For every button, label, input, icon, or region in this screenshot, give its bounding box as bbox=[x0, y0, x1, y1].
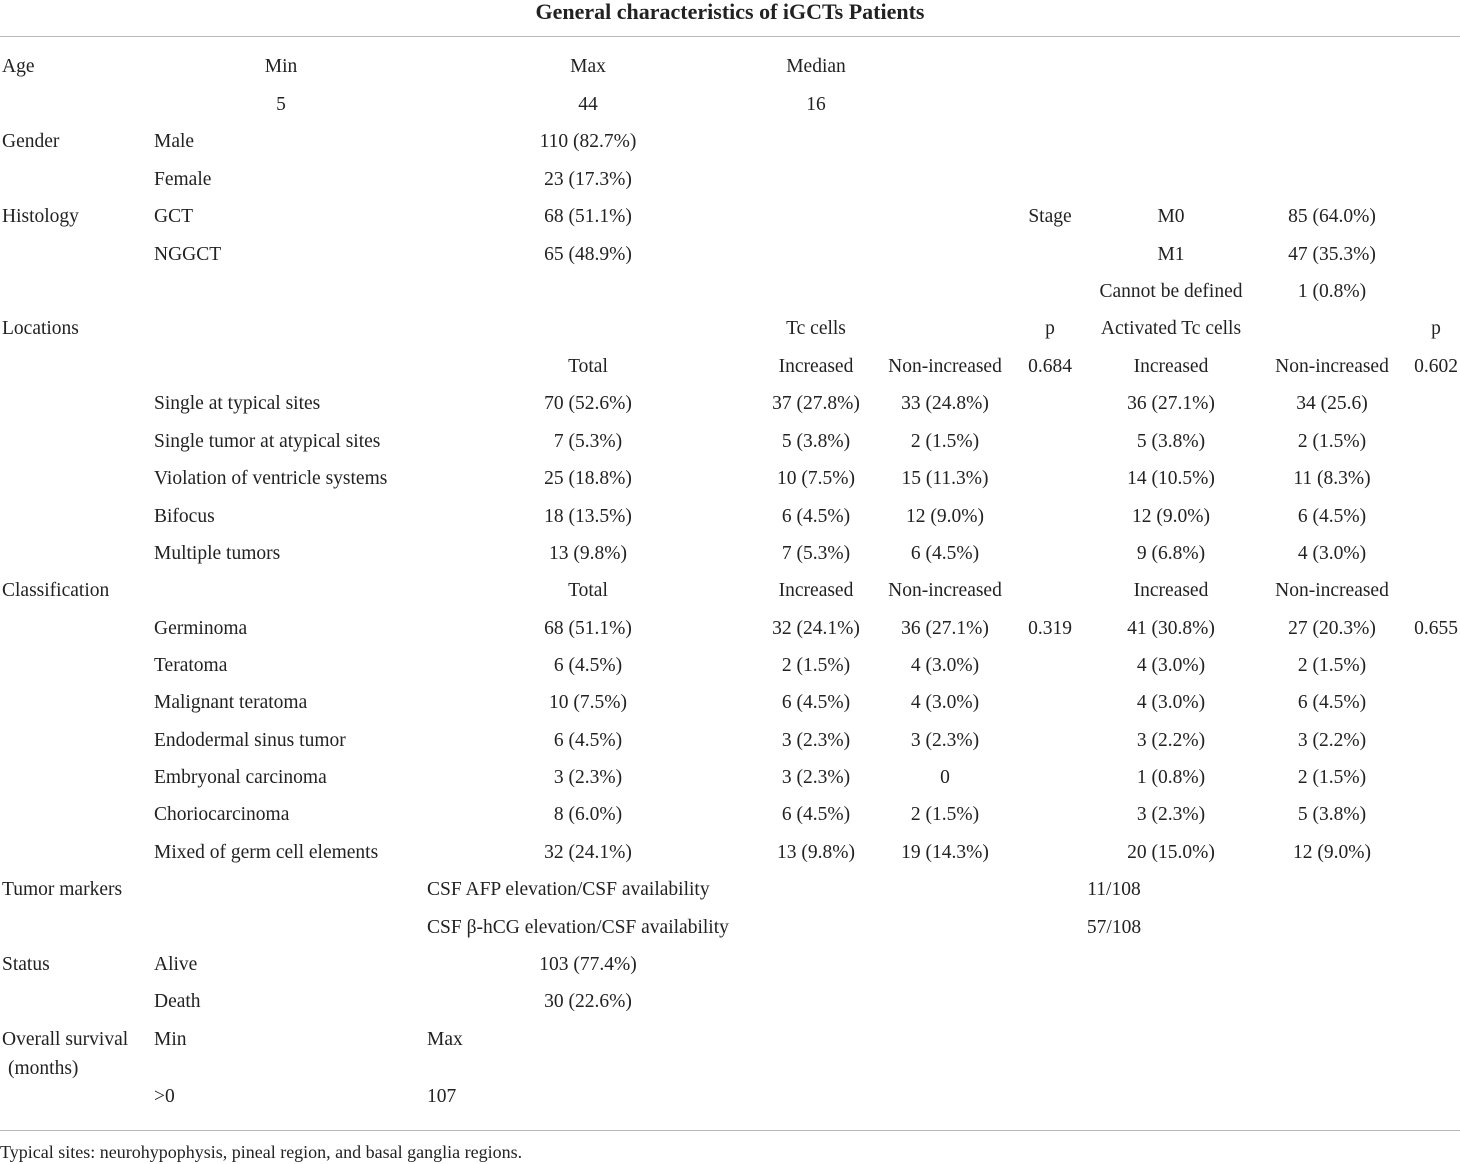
classification-row-tc-inc: 3 (2.3%) bbox=[781, 730, 851, 751]
location-row-tc-inc: 6 (4.5%) bbox=[781, 506, 851, 527]
classification-row-tc-non: 2 (1.5%) bbox=[910, 804, 980, 825]
bottom-rule bbox=[0, 1130, 1460, 1131]
location-row-tc-non: 6 (4.5%) bbox=[910, 543, 980, 564]
classification-row-tc-inc: 6 (4.5%) bbox=[781, 692, 851, 713]
classification-row-total: 6 (4.5%) bbox=[553, 655, 623, 676]
classification-row-total: 6 (4.5%) bbox=[553, 730, 623, 751]
p-header-tc: p bbox=[1045, 318, 1055, 339]
location-row-atc-non: 34 (25.6) bbox=[1296, 393, 1368, 414]
classification-row-atc-inc: 3 (2.2%) bbox=[1136, 730, 1206, 751]
status-death-label: Death bbox=[154, 991, 201, 1012]
classification-p-tc: 0.319 bbox=[1028, 618, 1072, 639]
top-rule bbox=[0, 36, 1460, 37]
survival-max-label: Max bbox=[427, 1029, 463, 1050]
location-row-name: Bifocus bbox=[154, 506, 215, 527]
classification-row-tc-inc: 3 (2.3%) bbox=[781, 767, 851, 788]
classification-row-total: 8 (6.0%) bbox=[553, 804, 623, 825]
classification-row-atc-non: 12 (9.0%) bbox=[1293, 842, 1371, 863]
gender-female-value: 23 (17.3%) bbox=[544, 169, 632, 190]
p-header-atc: p bbox=[1431, 318, 1441, 339]
classification-row-atc-non: 5 (3.8%) bbox=[1297, 804, 1367, 825]
classification-row-total: 32 (24.1%) bbox=[544, 842, 632, 863]
classification-increased-header: Increased bbox=[778, 580, 854, 601]
classification-row-atc-non: 27 (20.3%) bbox=[1288, 618, 1376, 639]
histology-label: Histology bbox=[2, 206, 79, 227]
classification-row-tc-non: 19 (14.3%) bbox=[901, 842, 989, 863]
location-row-name: Single at typical sites bbox=[154, 393, 321, 414]
classification-row-atc-non: 2 (1.5%) bbox=[1297, 655, 1367, 676]
stage-label: Stage bbox=[1028, 206, 1072, 227]
age-median-value: 16 bbox=[806, 94, 826, 115]
classification-row-name: Mixed of germ cell elements bbox=[154, 842, 379, 863]
stage-m1-value: 47 (35.3%) bbox=[1288, 244, 1376, 265]
classification-row-atc-inc: 4 (3.0%) bbox=[1136, 655, 1206, 676]
location-row-total: 25 (18.8%) bbox=[544, 468, 632, 489]
classification-row-tc-inc: 32 (24.1%) bbox=[772, 618, 860, 639]
location-row-total: 7 (5.3%) bbox=[553, 431, 623, 452]
locations-atc-nonincreased-header: Non-increased bbox=[1275, 356, 1389, 377]
age-label: Age bbox=[2, 56, 35, 77]
location-row-atc-inc: 14 (10.5%) bbox=[1127, 468, 1215, 489]
survival-min-label: Min bbox=[154, 1029, 187, 1050]
location-row-atc-non: 4 (3.0%) bbox=[1297, 543, 1367, 564]
classification-row-atc-inc: 3 (2.3%) bbox=[1136, 804, 1206, 825]
classification-row-tc-non: 4 (3.0%) bbox=[910, 692, 980, 713]
survival-label-line1: Overall survival bbox=[2, 1029, 129, 1050]
classification-row-name: Germinoma bbox=[154, 618, 248, 639]
location-row-atc-inc: 36 (27.1%) bbox=[1127, 393, 1215, 414]
classification-row-tc-non: 3 (2.3%) bbox=[910, 730, 980, 751]
location-row-atc-non: 11 (8.3%) bbox=[1293, 468, 1371, 489]
age-median-label: Median bbox=[786, 56, 846, 77]
location-row-tc-inc: 10 (7.5%) bbox=[777, 468, 855, 489]
location-row-name: Single tumor at atypical sites bbox=[154, 431, 381, 452]
classification-row-atc-inc: 41 (30.8%) bbox=[1127, 618, 1215, 639]
classification-label: Classification bbox=[2, 580, 110, 601]
classification-row-name: Malignant teratoma bbox=[154, 692, 308, 713]
stage-m0-label: M0 bbox=[1157, 206, 1185, 227]
classification-row-atc-inc: 1 (0.8%) bbox=[1136, 767, 1206, 788]
locations-atc-increased-header: Increased bbox=[1133, 356, 1209, 377]
location-row-atc-non: 6 (4.5%) bbox=[1297, 506, 1367, 527]
gender-male-label: Male bbox=[154, 131, 195, 152]
table-footnote: Typical sites: neurohypophysis, pineal region, and basal ganglia regions. bbox=[0, 1142, 523, 1162]
location-row-atc-inc: 5 (3.8%) bbox=[1136, 431, 1206, 452]
locations-p-atc: 0.602 bbox=[1414, 356, 1458, 377]
location-row-atc-inc: 12 (9.0%) bbox=[1132, 506, 1210, 527]
stage-undefined-value: 1 (0.8%) bbox=[1297, 281, 1367, 302]
classification-row-name: Choriocarcinoma bbox=[154, 804, 290, 825]
status-label: Status bbox=[2, 954, 50, 975]
classification-row-tc-non: 36 (27.1%) bbox=[901, 618, 989, 639]
locations-label: Locations bbox=[2, 318, 79, 339]
classification-nonincreased-header: Non-increased bbox=[888, 580, 1002, 601]
classification-p-atc: 0.655 bbox=[1414, 618, 1458, 639]
histology-gct-value: 68 (51.1%) bbox=[544, 206, 632, 227]
histology-gct-label: GCT bbox=[154, 206, 193, 227]
stage-m1-label: M1 bbox=[1157, 244, 1185, 265]
classification-row-atc-inc: 20 (15.0%) bbox=[1127, 842, 1215, 863]
survival-label-line2: (months) bbox=[8, 1058, 79, 1079]
location-row-total: 13 (9.8%) bbox=[549, 543, 627, 564]
location-row-tc-inc: 7 (5.3%) bbox=[781, 543, 851, 564]
table-title: General characteristics of iGCTs Patients bbox=[535, 0, 925, 24]
classification-row-total: 68 (51.1%) bbox=[544, 618, 632, 639]
tumor-marker-afp-label: CSF AFP elevation/CSF availability bbox=[427, 879, 710, 900]
location-row-tc-inc: 37 (27.8%) bbox=[772, 393, 860, 414]
location-row-atc-inc: 9 (6.8%) bbox=[1136, 543, 1206, 564]
classification-row-tc-inc: 13 (9.8%) bbox=[777, 842, 855, 863]
activated-tc-header: Activated Tc cells bbox=[1100, 318, 1242, 339]
classification-atc-increased-header: Increased bbox=[1133, 580, 1209, 601]
gender-female-label: Female bbox=[154, 169, 212, 190]
age-max-value: 44 bbox=[578, 94, 598, 115]
age-min-label: Min bbox=[264, 56, 298, 77]
status-death-value: 30 (22.6%) bbox=[544, 991, 632, 1012]
classification-row-tc-non: 4 (3.0%) bbox=[910, 655, 980, 676]
classification-row-atc-inc: 4 (3.0%) bbox=[1136, 692, 1206, 713]
survival-min-value: >0 bbox=[154, 1086, 175, 1107]
classification-row-atc-non: 2 (1.5%) bbox=[1297, 767, 1367, 788]
location-row-atc-non: 2 (1.5%) bbox=[1297, 431, 1367, 452]
classification-row-name: Teratoma bbox=[154, 655, 228, 676]
location-row-total: 70 (52.6%) bbox=[544, 393, 632, 414]
location-row-tc-non: 33 (24.8%) bbox=[901, 393, 989, 414]
classification-row-tc-non: 0 bbox=[940, 767, 950, 788]
stage-m0-value: 85 (64.0%) bbox=[1288, 206, 1376, 227]
tc-cells-header: Tc cells bbox=[786, 318, 846, 339]
classification-row-name: Embryonal carcinoma bbox=[154, 767, 327, 788]
age-max-label: Max bbox=[570, 56, 606, 77]
classification-total-header: Total bbox=[568, 580, 608, 601]
gender-label: Gender bbox=[2, 131, 60, 152]
classification-row-total: 3 (2.3%) bbox=[553, 767, 623, 788]
location-row-name: Violation of ventricle systems bbox=[154, 468, 388, 489]
classification-atc-nonincreased-header: Non-increased bbox=[1275, 580, 1389, 601]
locations-nonincreased-header: Non-increased bbox=[888, 356, 1002, 377]
location-row-tc-inc: 5 (3.8%) bbox=[781, 431, 851, 452]
location-row-tc-non: 15 (11.3%) bbox=[901, 468, 989, 489]
histology-nggct-label: NGGCT bbox=[154, 244, 222, 265]
location-row-name: Multiple tumors bbox=[154, 543, 281, 564]
histology-nggct-value: 65 (48.9%) bbox=[544, 244, 632, 265]
locations-total-header: Total bbox=[568, 356, 608, 377]
location-row-total: 18 (13.5%) bbox=[544, 506, 632, 527]
age-min-value: 5 bbox=[276, 94, 286, 115]
gender-male-value: 110 (82.7%) bbox=[539, 131, 637, 152]
tumor-markers-label: Tumor markers bbox=[2, 879, 123, 900]
location-row-tc-non: 12 (9.0%) bbox=[906, 506, 984, 527]
tumor-marker-hcg-label: CSF β-hCG elevation/CSF availability bbox=[427, 917, 729, 938]
locations-increased-header: Increased bbox=[778, 356, 854, 377]
locations-p-tc: 0.684 bbox=[1028, 356, 1072, 377]
classification-row-atc-non: 3 (2.2%) bbox=[1297, 730, 1367, 751]
stage-undefined-label: Cannot be defined bbox=[1099, 281, 1243, 302]
status-alive-value: 103 (77.4%) bbox=[539, 954, 637, 975]
location-row-tc-non: 2 (1.5%) bbox=[910, 431, 980, 452]
classification-row-tc-inc: 2 (1.5%) bbox=[781, 655, 851, 676]
classification-row-tc-inc: 6 (4.5%) bbox=[781, 804, 851, 825]
classification-row-atc-non: 6 (4.5%) bbox=[1297, 692, 1367, 713]
classification-row-total: 10 (7.5%) bbox=[549, 692, 627, 713]
tumor-marker-hcg-value: 57/108 bbox=[1086, 917, 1142, 938]
survival-max-value: 107 bbox=[427, 1086, 457, 1107]
classification-row-name: Endodermal sinus tumor bbox=[154, 730, 346, 751]
status-alive-label: Alive bbox=[154, 954, 198, 975]
tumor-marker-afp-value: 11/108 bbox=[1087, 879, 1141, 900]
